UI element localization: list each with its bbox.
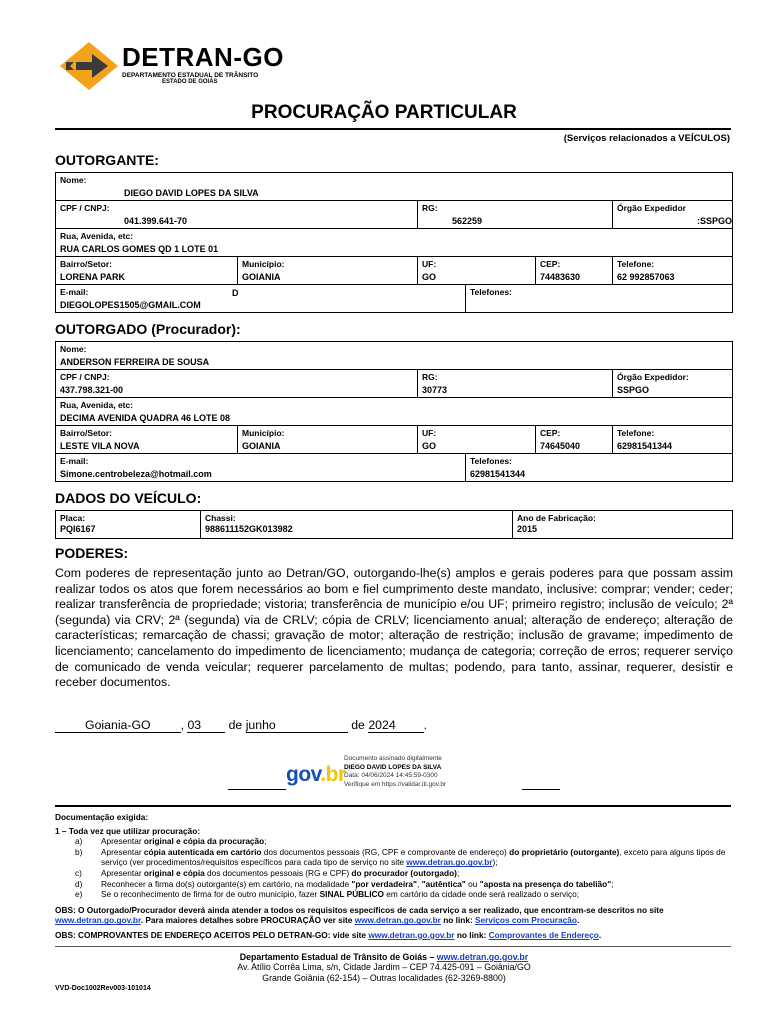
govbr-logo: gov.br <box>286 763 346 786</box>
outorgante-uf: GO <box>422 272 437 282</box>
date-de-1: de <box>228 718 243 732</box>
signature-date: Data: 04/06/2024 14:45:59-0300 <box>344 772 438 780</box>
detran-link[interactable]: www.detran.go.gov.br <box>436 952 529 962</box>
outorgante-cep-field[interactable]: CEP: 74483630 <box>536 257 613 285</box>
docs-heading: Documentação exigida: <box>55 812 149 822</box>
date-month[interactable]: junho <box>246 718 348 733</box>
outorgado-email-field[interactable]: E-mail: Simone.centrobeleza@hotmail.com <box>56 454 466 482</box>
outorgante-nome-field[interactable]: Nome: DIEGO DAVID LOPES DA SILVA <box>56 173 733 201</box>
veiculo-placa: PQI6167 <box>60 524 96 534</box>
poderes-heading: PODERES: <box>55 545 129 561</box>
outorgado-municipio: GOIANIA <box>242 441 281 451</box>
documentation-section <box>55 812 735 941</box>
outorgado-email: Simone.centrobeleza@hotmail.com <box>60 469 212 479</box>
outorgante-heading: OUTORGANTE: <box>55 152 159 168</box>
docs-obs-1: OBS: O Outorgado/Procurador deverá ainda atender a todos os requisitos específicos de cada serviço a ser realizado, que encontram-se descritos no site www.detran.go.gov.br. Para maiores detalhes sobre PROCURAÇÃO ver site www.detran.go.gov.br no link: Serviços com Procuração. <box>55 904 664 926</box>
footer-line-1: Departamento Estadual de Trânsito de Goiás – www.detran.go.gov.br <box>239 952 529 962</box>
outorgado-rua-field[interactable]: Rua, Avenida, etc: DECIMA AVENIDA QUADRA 46 LOTE 08 <box>56 398 733 426</box>
outorgado-nome: ANDERSON FERREIRA DE SOUSA <box>60 357 210 367</box>
outorgante-nome: DIEGO DAVID LOPES DA SILVA <box>124 188 259 198</box>
outorgante-bairro: LORENA PARK <box>60 272 125 282</box>
outorgado-nome-field[interactable]: Nome: ANDERSON FERREIRA DE SOUSA <box>56 342 733 370</box>
veiculo-ano: 2015 <box>517 524 538 534</box>
outorgante-municipio: GOIANIA <box>242 272 281 282</box>
detran-link[interactable]: www.detran.go.gov.br <box>368 929 455 940</box>
signature-details <box>344 755 446 789</box>
outorgante-bairro-field[interactable]: Bairro/Setor: LORENA PARK <box>56 257 238 285</box>
comprovantes-endereco-link[interactable]: Comprovantes de Endereço <box>488 929 599 940</box>
outorgado-table <box>55 341 733 482</box>
veiculo-chassi: 988611152GK013982 <box>205 524 293 534</box>
outorgado-cpf-field[interactable]: CPF / CNPJ: 437.798.321-00 <box>56 370 418 398</box>
digital-signature-stamp <box>286 750 486 798</box>
page-title: PROCURAÇÃO PARTICULAR <box>251 102 517 123</box>
outorgante-rua-field[interactable]: Rua, Avenida, etc: RUA CARLOS GOMES QD 1 LOTE 01 <box>56 229 733 257</box>
outorgante-rua: RUA CARLOS GOMES QD 1 LOTE 01 <box>60 244 219 254</box>
poderes-text: Com poderes de representação junto ao Detran/GO, outorgando-lhe(s) amplos e gerais poderes para que possam assim realizar todos os atos que forem necessários ao bom e fiel cumprimento deste mandato, inclusive: comprar; vender; ceder; realizar transferência de propriedade; vistoria; transferência de município e/ou UF; primeiro registro; inclusão de veículo; 2ª (segunda) via CRV; 2ª (segunda) via de CRLV; cópia de CRLV; licenciamento anual; alteração de endereço; alteração de características; remarcação de chassi; gravação de motor; alteração de restrição; inclusão de gravame; impedimento de licenciamento; cancelamento do impedimento de licenciamento; mudança de categoria; correção de erros; requerer serviço de comunicado de venda veicular; requerer parcelamento de multas; podendo, para tanto, assinar, requerer, desistir e receber documentos. <box>55 566 733 690</box>
outorgado-uf: GO <box>422 441 437 451</box>
outorgado-cpf: 437.798.321-00 <box>60 385 124 395</box>
outorgante-orgao: :SSPGO <box>697 216 733 226</box>
outorgado-bairro: LESTE VILA NOVA <box>60 441 140 451</box>
page-footer <box>0 952 768 983</box>
detran-logo-icon <box>58 40 120 92</box>
logo-subtitle: DEPARTAMENTO ESTADUAL DE TRÂNSITO <box>122 72 259 79</box>
outorgante-orgao-field[interactable]: Órgão Expedidor :SSPGO <box>613 201 733 229</box>
outorgado-orgao: SSPGO <box>617 385 650 395</box>
outorgante-rg-field[interactable]: RG: 562259 <box>418 201 613 229</box>
outorgado-orgao-field[interactable]: Órgão Expedidor: SSPGO <box>613 370 733 398</box>
outorgante-cpf: 041.399.641-70 <box>124 216 188 226</box>
footer-divider <box>55 805 731 807</box>
signature-line-right <box>522 789 560 790</box>
outorgado-uf-field[interactable]: UF: GO <box>418 426 536 454</box>
footer-phones: Grande Goiânia (62-154) – Outras localidades (62-3269-8800) <box>262 972 506 983</box>
signature-verify: Verifique em https://validar.iti.gov.br <box>344 780 447 788</box>
outorgante-email-field[interactable]: E-mail: D DIEGOLOPES1505@GMAIL.COM <box>56 285 466 313</box>
date-de-2: de <box>351 718 365 732</box>
outorgado-cep: 74645040 <box>540 441 581 451</box>
outorgante-municipio-field[interactable]: Município: GOIANIA <box>238 257 418 285</box>
outorgado-telefone-field[interactable]: Telefone: 62981541344 <box>613 426 733 454</box>
outorgado-telefones-field[interactable]: Telefones: 62981541344 <box>466 454 733 482</box>
veiculo-ano-field[interactable]: Ano de Fabricação: 2015 <box>513 511 733 539</box>
logo-subtitle-state: ESTADO DE GOIÁS <box>162 79 218 85</box>
docs-item-b: b) Apresentar cópia autenticada em cartório dos documentos pessoais (RG, CPF e comprovante de endereço) do proprietário (outorgante), exceto para alguns tipos de serviço (ver procedimentos/requisitos específicos para cada tipo de serviço no site www.detran.go.gov.br); <box>75 846 726 868</box>
outorgante-telefone-field[interactable]: Telefone: 62 992857063 <box>613 257 733 285</box>
outorgante-email: DIEGOLOPES1505@GMAIL.COM <box>60 300 201 310</box>
detran-link[interactable]: www.detran.go.gov.br <box>354 915 441 926</box>
outorgado-heading: OUTORGADO (Procurador): <box>55 321 241 337</box>
logo-title: DETRAN-GO <box>122 42 284 72</box>
docs-obs-2: OBS: COMPROVANTES DE ENDEREÇO ACEITOS PELO DETRAN-GO: vide site www.detran.go.gov.br no link: Comprovantes de Endereço. <box>55 929 602 940</box>
outorgado-bairro-field[interactable]: Bairro/Setor: LESTE VILA NOVA <box>56 426 238 454</box>
page-subtitle: (Serviços relacionados a VEÍCULOS) <box>563 133 730 144</box>
docs-item-e: e) Se o reconhecimento de firma for de outro município, fazer SINAL PÚBLICO em cartório da cidade onde será realizado o serviço; <box>75 889 580 900</box>
outorgado-municipio-field[interactable]: Município: GOIANIA <box>238 426 418 454</box>
document-ref-code: VVD-Doc1002Rev003-101014 <box>55 985 151 992</box>
title-divider <box>55 128 731 130</box>
outorgante-uf-field[interactable]: UF: GO <box>418 257 536 285</box>
veiculo-placa-field[interactable]: Placa: PQI6167 <box>56 511 201 539</box>
docs-item-d: d) Reconhecer a firma do(s) outorgante(s) em cartório, na modalidade "por verdadeira", "autêntica" ou "aposta na presença do tabelião"; <box>75 878 614 889</box>
outorgado-telefones: 62981541344 <box>470 469 526 479</box>
outorgante-telefones-field[interactable]: Telefones: <box>466 285 733 313</box>
signature-line-left <box>228 789 286 790</box>
date-day[interactable]: 03 <box>187 718 225 733</box>
outorgante-email-mark: D <box>232 288 239 298</box>
outorgado-rua: DECIMA AVENIDA QUADRA 46 LOTE 08 <box>60 413 231 423</box>
outorgante-cep: 74483630 <box>540 272 581 282</box>
date-line: Goiania-GO , 03 de junho de 2024 . <box>55 718 427 733</box>
outorgante-rg: 562259 <box>452 216 483 226</box>
signature-label: Documento assinado digitalmente <box>344 755 442 762</box>
veiculo-table <box>55 510 733 539</box>
detran-link[interactable]: www.detran.go.gov.br <box>55 915 141 926</box>
signature-name: DIEGO DAVID LOPES DA SILVA <box>344 763 442 771</box>
veiculo-heading: DADOS DO VEÍCULO: <box>55 490 202 506</box>
docs-item-a: a) Apresentar original e cópia da procuração; <box>75 836 267 847</box>
docs-item-c: c) Apresentar original e cópia dos documentos pessoais (RG e CPF) do procurador (outorgado); <box>75 867 460 878</box>
footer-address: Av. Atílio Corrêa Lima, s/n, Cidade Jardim – CEP 74.425-091 – Goiânia/GO <box>237 962 531 973</box>
veiculo-chassi-field[interactable]: Chassi: 988611152GK013982 <box>201 511 513 539</box>
outorgado-rg-field[interactable]: RG: 30773 <box>418 370 613 398</box>
outorgado-rg: 30773 <box>422 385 448 395</box>
outorgado-telefone: 62981541344 <box>617 441 673 451</box>
date-city[interactable]: Goiania-GO <box>55 718 181 733</box>
docs-item-1: 1 – Toda vez que utilizar procuração: <box>55 825 201 836</box>
outorgante-table <box>55 172 733 313</box>
bottom-divider <box>55 946 731 947</box>
servicos-procuracao-link[interactable]: Serviços com Procuração <box>475 915 577 926</box>
outorgante-telefone: 62 992857063 <box>617 272 675 282</box>
date-year[interactable]: 2024 <box>368 718 423 733</box>
outorgado-cep-field[interactable]: CEP: 74645040 <box>536 426 613 454</box>
detran-link[interactable]: www.detran.go.gov.br <box>406 857 493 868</box>
outorgante-cpf-field[interactable]: CPF / CNPJ: 041.399.641-70 <box>56 201 418 229</box>
